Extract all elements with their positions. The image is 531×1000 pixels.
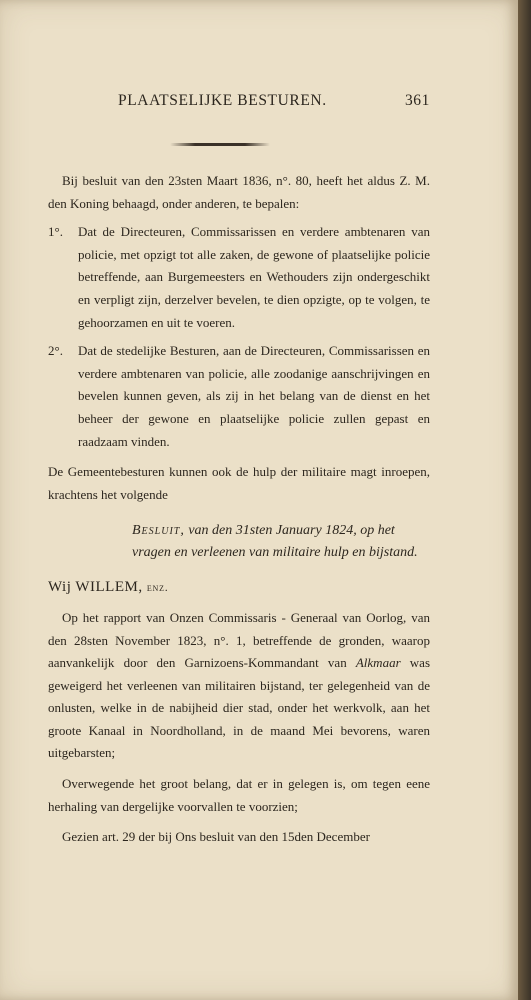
decree-king: Wij WILLEM, [48,579,143,596]
paragraph-rapport [48,607,430,765]
list-item-1-text: Dat de Directeuren, Commissarissen en verdere ambtenaren van policie, met opzigt tot alle zaken, de gewone of plaatselijke policie betreffende, aan Burgemeesters en Wethouders zijn ondergeschikt en verpligt zijn, derzelver bevelen, te dien opzigte, op te volgen, te gehoorzamen en uit te voeren. [78,224,430,330]
header-title: PLAATSELIJKE BESTUREN. [118,92,327,109]
page-number: 361 [404,92,430,109]
running-header [118,92,430,112]
besluit-heading [132,520,430,564]
besluit-title: van den 31sten January 1824, op het vragen en verleenen van militaire hulp en bijstand. [132,523,418,561]
rapport-text-a: Op het rapport van Onzen Commissaris - Generaal van Oorlog, van den 28sten November 1823, n°. 1, betreffende de gronden, waarop aanvankelijk door den Garnizoens-Kommandant van [48,609,430,671]
ornament-rule [170,143,270,146]
paragraph-intro: Bij besluit van den 23sten Maart 1836, n°. 80, heeft het aldus Z. M. den Koning behaagd, onder anderen, te bepalen: [48,173,430,211]
besluit-lead: Besluit, [132,523,185,539]
page-text [48,170,430,849]
list-item-2-text: Dat de stedelijke Besturen, aan de Directeuren, Commissarissen en verdere ambtenaren van policie, alle zoodanige aanschrijvingen en bevelen kunnen geven, als zij in het belang van de dienst en het beheer der gewone en plaatselijke policie zullen gepast en raadzaam vinden. [78,343,430,449]
paragraph-gezien: Gezien art. 29 der bij Ons besluit van den 15den December [62,829,370,845]
page-edge [518,0,531,1000]
rapport-text-b: was geweigerd het verleenen van militairen bijstand, ter gelegenheid van de onlusten, welke in de nabijheid dier stad, onder het werkvolk, aan het groote Kanaal in Noordholland, in de maand Mei bevorens, waren uitgebarsten; [48,655,431,761]
paragraph-gemeentebesturen: De Gemeentebesturen kunnen ook de hulp der militaire magt inroepen, krachtens het volgende [48,464,430,502]
list-item-2 [48,340,430,453]
list-marker-2: 2°. [48,343,63,359]
paragraph-overwegende: Overwegende het groot belang, dat er in gelegen is, om tegen eene herhaling van dergelijke voorvallen te voorzien; [48,776,430,814]
decree-enz: enz. [146,580,169,595]
place-name-alkmaar: Alkmaar [355,655,401,671]
decree-opening [48,576,430,599]
list-item-1 [48,221,430,334]
list-marker-1: 1°. [48,224,63,240]
